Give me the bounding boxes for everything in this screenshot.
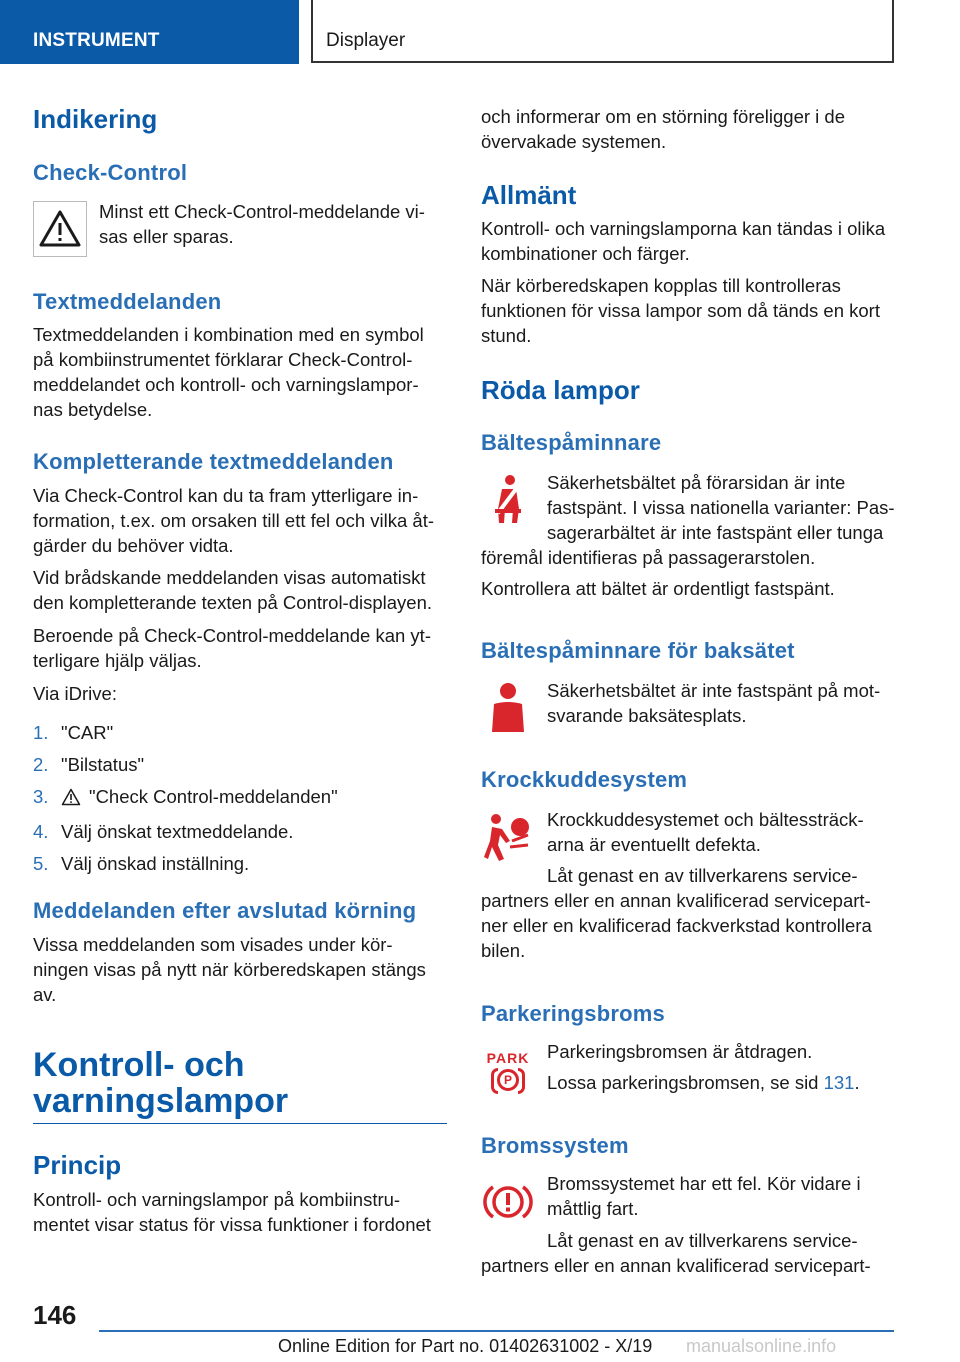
krockkudde-p2: Låt genast en av tillverkarens service- — [547, 865, 858, 886]
idrive-steps — [33, 720, 447, 883]
parkeringsbroms-p2: Lossa parkeringsbromsen, se sid 131. — [547, 1072, 860, 1093]
heading-baltespaminnare-baksatet: Bältespåminnare för baksätet — [481, 638, 795, 663]
krockkudde-p2-cont: partners eller en annan kvalificerad servicepart-ner eller en kvalificerad fackverkstad kontrollera bilen. — [481, 890, 872, 961]
heading-textmeddelanden: Textmeddelanden — [33, 289, 222, 314]
heading-indikering: Indikering — [33, 104, 158, 134]
list-item: 2. "Bilstatus" — [33, 754, 145, 775]
page-number: 146 — [33, 1300, 77, 1330]
seatbelt-icon — [481, 472, 535, 528]
meddelanden-efter-text: Vissa meddelanden som visades under kör-ningen visas på nytt när körberedskapen stängs av. — [33, 934, 426, 1005]
check-control-text: Minst ett Check-Control-meddelande vi-sas eller sparas. — [99, 201, 425, 247]
list-item: 1. "CAR" — [33, 722, 114, 743]
heading-kompletterande: Kompletterande textmeddelanden — [33, 449, 394, 474]
kompletterande-p2: Vid brådskande meddelanden visas automatiskt den kompletterande texten på Control-displayen. — [33, 567, 433, 613]
heading-bromssystem: Bromssystem — [481, 1133, 629, 1158]
airbag-icon — [481, 809, 535, 865]
list-item: 5. Välj önskad inställning. — [33, 853, 250, 874]
heading-meddelanden-efter: Meddelanden efter avslutad körning — [33, 898, 417, 923]
heading-parkeringsbroms: Parkeringsbroms — [481, 1001, 665, 1026]
heading-krockkuddesystem: Krockkuddesystem — [481, 767, 688, 792]
parking-brake-icon — [481, 1044, 535, 1100]
heading-roda-lampor: Röda lampor — [481, 375, 640, 405]
rear-seatbelt-icon — [481, 680, 535, 736]
edition-text: Online Edition for Part no. 01402631002 - X/19 — [278, 1336, 653, 1356]
list-item: 3. "Check Control-meddelanden" — [33, 784, 447, 812]
heading-check-control: Check-Control — [33, 160, 188, 185]
parkeringsbroms-p1: Parkeringsbromsen är åtdragen. — [547, 1041, 813, 1062]
chapter-title: Displayer — [326, 30, 406, 51]
heading-baltespaminnare: Bältespåminnare — [481, 430, 662, 455]
heading-rule — [33, 1123, 447, 1124]
allmant-p2: När körberedskapen kopplas till kontrolleras funktionen för vissa lampor som då tänds en kort stund. — [481, 275, 880, 346]
allmant-p1: Kontroll- och varningslamporna kan tändas i olika kombinationer och färger. — [481, 218, 886, 264]
bromssystem-p1: Bromssystemet har ett fel. Kör vidare i måttlig fart. — [547, 1173, 861, 1219]
warning-triangle-icon — [61, 787, 81, 812]
parking-brake-icon-label: PARK — [486, 1049, 530, 1066]
heading-allmant: Allmänt — [481, 180, 577, 210]
krockkudde-p1: Krockkuddesystemet och bältessträck-arna är eventuellt defekta. — [547, 809, 864, 855]
princip-continued: och informerar om en störning föreligger i de övervakade systemen. — [481, 106, 846, 152]
page-link[interactable]: 131 — [823, 1072, 855, 1093]
warning-triangle-icon — [33, 201, 87, 257]
kompletterande-p3: Beroende på Check-Control-meddelande kan yt-terligare hjälp väljas. — [33, 625, 431, 671]
chapter-heading-line1: Kontroll- och — [33, 1046, 245, 1084]
section-title: INSTRUMENT — [33, 30, 160, 51]
brake-warning-icon — [481, 1174, 535, 1230]
baltespaminnare-baksatet-text: Säkerhetsbältet är inte fastspänt på mot-svarande baksätesplats. — [547, 680, 881, 726]
bromssystem-p2-cont: partners eller en annan kvalificerad servicepart- — [481, 1255, 871, 1276]
footer-rule — [99, 1330, 894, 1332]
kompletterande-p1: Via Check-Control kan du ta fram ytterligare in-formation, t.ex. om orsaken till ett fel och vilka åt-gärder du behöver vidta. — [33, 485, 434, 556]
list-item: 4. Välj önskat textmeddelande. — [33, 821, 294, 842]
bromssystem-p2: Låt genast en av tillverkarens service- — [547, 1230, 858, 1251]
chapter-heading-line2: varningslampor — [33, 1082, 289, 1120]
watermark: manualsonline.info — [686, 1336, 837, 1356]
parking-brake-circle: P — [491, 1068, 525, 1094]
textmeddelanden-text: Textmeddelanden i kombination med en symbol på kombiinstrumentet förklarar Check-Control-meddelandet och kontroll- och varningslampor-nas betydelse. — [33, 324, 424, 420]
baltespaminnare-p2: Kontrollera att bältet är ordentligt fastspänt. — [481, 578, 835, 599]
heading-princip: Princip — [33, 1150, 122, 1180]
princip-text: Kontroll- och varningslampor på kombiinstru-mentet visar status för vissa funktioner i fordonet — [33, 1189, 431, 1235]
kompletterande-p4: Via iDrive: — [33, 683, 117, 704]
baltespaminnare-text: Säkerhetsbältet på förarsidan är inte fastspänt. I vissa nationella varianter: Pas-sagerarbältet är inte fastspänt eller tunga — [547, 472, 895, 543]
baltespaminnare-text-cont: föremål identifieras på passagerarstolen. — [481, 547, 816, 568]
